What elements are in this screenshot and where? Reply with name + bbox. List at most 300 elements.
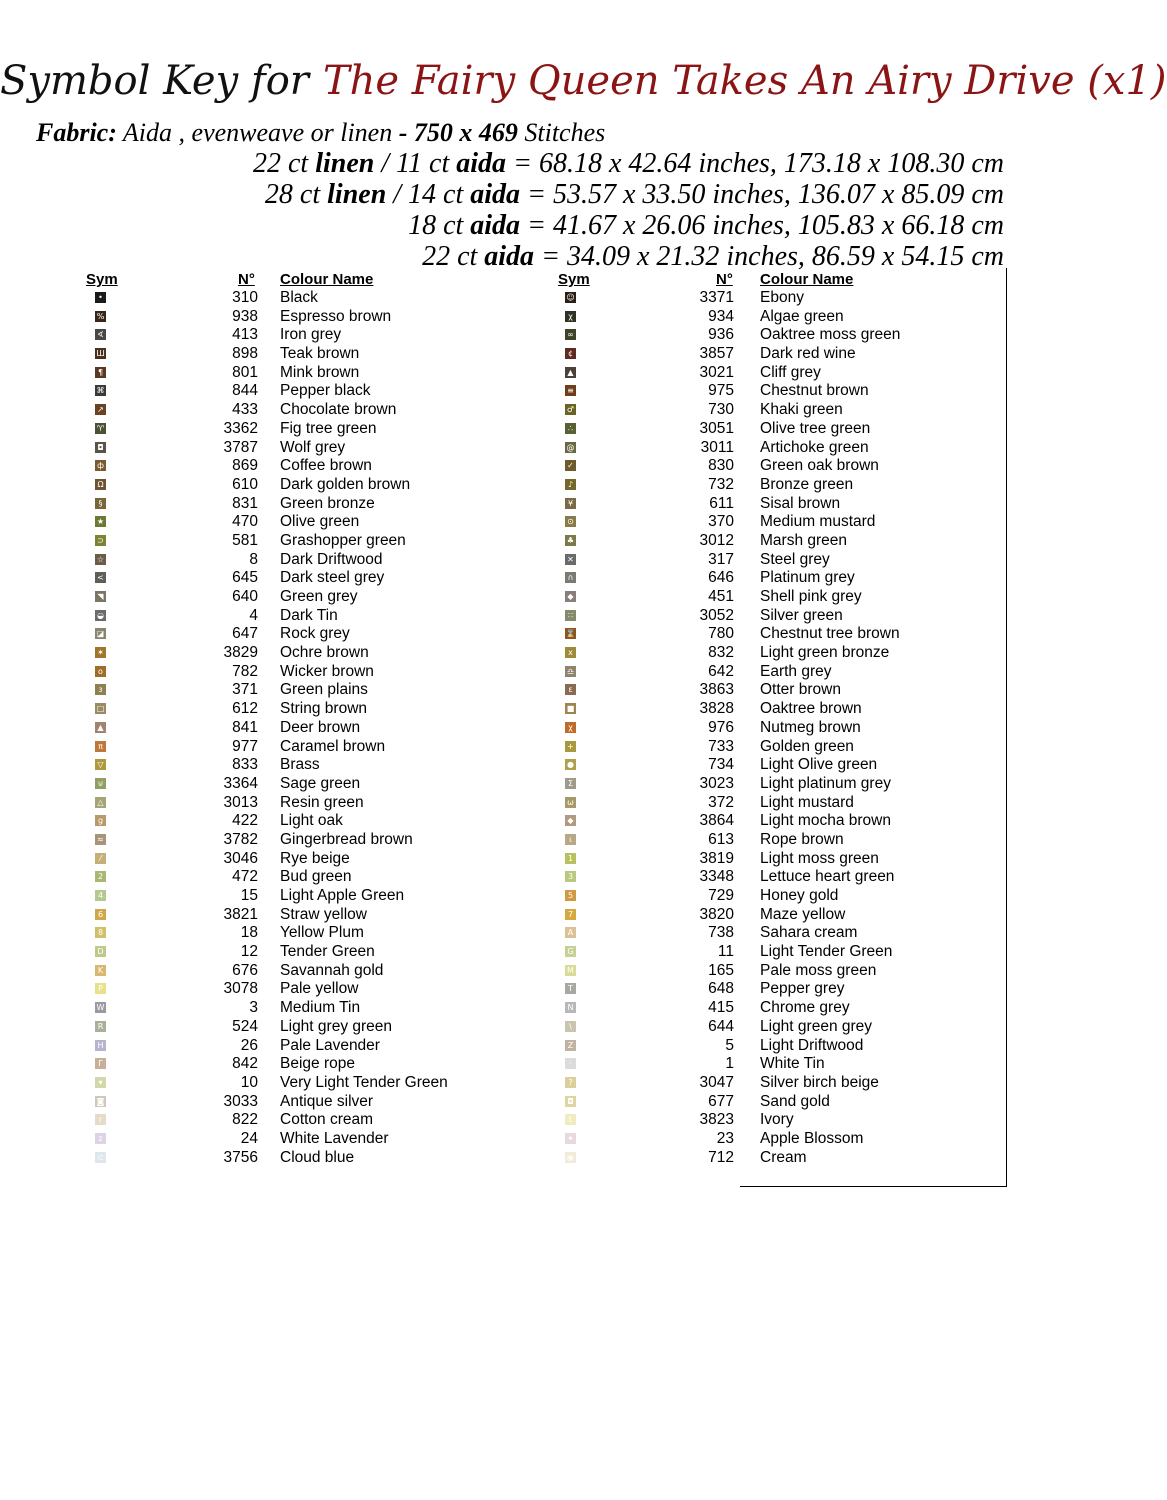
colour-name: Straw yellow bbox=[280, 905, 367, 923]
symbol-swatch: ↗ bbox=[95, 404, 106, 415]
key-row bbox=[80, 794, 480, 813]
symbol-swatch: ◆ bbox=[565, 591, 576, 602]
thread-number: 976 bbox=[708, 718, 734, 736]
thread-number: 371 bbox=[232, 681, 258, 699]
symbol-swatch: ◉ bbox=[565, 1152, 576, 1163]
key-row bbox=[550, 999, 950, 1018]
symbol-swatch: ? bbox=[565, 1077, 576, 1088]
thread-number: 3782 bbox=[223, 830, 258, 848]
key-row bbox=[550, 1074, 950, 1093]
symbol-swatch: ⁄ bbox=[95, 853, 106, 864]
header-colour-name: Colour Name bbox=[760, 271, 854, 288]
key-row bbox=[550, 364, 950, 383]
thread-number: 3 bbox=[249, 999, 258, 1017]
thread-number: 977 bbox=[232, 737, 258, 755]
colour-name: Algae green bbox=[760, 307, 844, 325]
key-row bbox=[80, 999, 480, 1018]
key-row bbox=[550, 700, 950, 719]
symbol-swatch: R bbox=[95, 1021, 106, 1032]
colour-name: Shell pink grey bbox=[760, 588, 862, 605]
key-row bbox=[80, 401, 480, 420]
thread-number: 3362 bbox=[223, 419, 258, 437]
thread-number: 780 bbox=[708, 625, 734, 643]
colour-name: Ebony bbox=[760, 289, 804, 306]
symbol-swatch: χ bbox=[565, 722, 576, 733]
key-row bbox=[80, 644, 480, 663]
thread-number: 415 bbox=[708, 999, 734, 1017]
symbol-swatch: ⊍ bbox=[95, 778, 106, 789]
colour-name: Cream bbox=[760, 1148, 807, 1166]
symbol-swatch: ♎ bbox=[566, 666, 575, 676]
symbol-swatch: 7 bbox=[565, 909, 576, 920]
size-fabric-alt: aida bbox=[456, 148, 507, 179]
key-row bbox=[550, 738, 950, 757]
key-row bbox=[80, 868, 480, 887]
thread-number: 831 bbox=[232, 494, 258, 512]
colour-name: Cliff grey bbox=[760, 363, 821, 381]
colour-name: Ochre brown bbox=[280, 644, 369, 662]
symbol-swatch: r bbox=[95, 1114, 106, 1125]
symbol-swatch: ◥ bbox=[95, 591, 106, 602]
thread-number: 433 bbox=[232, 401, 258, 419]
key-row bbox=[550, 775, 950, 794]
thread-number: 24 bbox=[240, 1129, 258, 1147]
key-row bbox=[550, 308, 950, 327]
key-row bbox=[80, 1074, 480, 1093]
key-rows-right bbox=[550, 289, 950, 1167]
thread-number: 733 bbox=[708, 737, 734, 755]
symbol-swatch: ι bbox=[565, 834, 576, 845]
size-count: 18 ct bbox=[408, 210, 464, 241]
colour-name: Rye beige bbox=[280, 849, 350, 867]
symbol-swatch: ¢ bbox=[565, 348, 576, 359]
key-row bbox=[80, 756, 480, 775]
key-row bbox=[550, 887, 950, 906]
title-prefix: Symbol Key for bbox=[0, 58, 309, 104]
thread-number: 612 bbox=[232, 700, 258, 718]
colour-name: Dark red wine bbox=[760, 345, 856, 363]
colour-name: Chestnut brown bbox=[760, 382, 869, 400]
thread-number: 3820 bbox=[699, 905, 734, 923]
symbol-swatch: § bbox=[95, 498, 106, 509]
symbol-swatch: 1 bbox=[565, 853, 576, 864]
symbol-swatch: ✶ bbox=[95, 647, 106, 658]
colour-name: Dark Driftwood bbox=[280, 550, 383, 568]
colour-name: Sahara cream bbox=[760, 924, 858, 942]
colour-name: Oaktree brown bbox=[760, 700, 862, 718]
symbol-swatch: ☆ bbox=[96, 554, 105, 564]
colour-name: Dark Tin bbox=[280, 606, 338, 624]
thread-number: 15 bbox=[240, 887, 258, 904]
colour-name: Earth grey bbox=[760, 662, 832, 680]
thread-number: 3078 bbox=[223, 980, 258, 998]
symbol-swatch: N bbox=[565, 1002, 576, 1013]
thread-number: 610 bbox=[232, 475, 258, 493]
colour-name: Green bronze bbox=[280, 494, 375, 512]
size-list bbox=[253, 148, 1004, 272]
colour-name: Light green bronze bbox=[760, 644, 890, 662]
key-row bbox=[550, 495, 950, 514]
colour-name: Golden green bbox=[760, 737, 854, 755]
symbol-swatch: ◪ bbox=[96, 629, 105, 639]
colour-name: Green oak brown bbox=[760, 457, 879, 475]
fabric-line bbox=[36, 118, 605, 148]
table-border-right bbox=[1006, 268, 1007, 1186]
key-row bbox=[550, 476, 950, 495]
size-dimensions: = 34.09 x 21.32 inches, 86.59 x 54.15 cm bbox=[541, 241, 1004, 272]
colour-name: Medium Tin bbox=[280, 999, 361, 1017]
thread-number: 3012 bbox=[699, 531, 734, 549]
symbol-swatch: □ bbox=[96, 704, 105, 714]
colour-name: Wicker brown bbox=[280, 662, 374, 680]
colour-name: Light moss green bbox=[760, 849, 879, 867]
size-dimensions: = 41.67 x 26.06 inches, 105.83 x 66.18 cm bbox=[520, 210, 1004, 241]
key-row bbox=[80, 887, 480, 906]
thread-number: 372 bbox=[708, 793, 734, 811]
colour-name: Sand gold bbox=[760, 1092, 830, 1110]
thread-number: 3023 bbox=[699, 774, 734, 792]
colour-name: Caramel brown bbox=[280, 737, 386, 755]
symbol-swatch: ω bbox=[565, 797, 576, 808]
key-column-right bbox=[550, 271, 950, 1167]
thread-number: 712 bbox=[708, 1148, 734, 1166]
key-row bbox=[550, 794, 950, 813]
symbol-swatch: t bbox=[565, 1114, 576, 1125]
colour-name: Iron grey bbox=[280, 326, 342, 344]
symbol-swatch: ⊙ bbox=[565, 516, 576, 527]
symbol-swatch: T bbox=[565, 983, 576, 994]
key-row bbox=[80, 495, 480, 514]
colour-name: Yellow Plum bbox=[280, 924, 364, 942]
size-dimensions: = 68.18 x 42.64 inches, 173.18 x 108.30 cm bbox=[513, 148, 1004, 179]
thread-number: 3348 bbox=[699, 868, 734, 886]
key-row bbox=[80, 345, 480, 364]
thread-number: 898 bbox=[232, 345, 258, 363]
colour-name: Antique silver bbox=[280, 1092, 374, 1110]
key-row bbox=[80, 439, 480, 458]
key-row bbox=[550, 1111, 950, 1130]
key-row bbox=[80, 719, 480, 738]
symbol-swatch: ◆ bbox=[565, 815, 576, 826]
size-line bbox=[253, 148, 1004, 179]
thread-number: 3051 bbox=[699, 419, 734, 437]
colour-name: Savannah gold bbox=[280, 961, 384, 979]
symbol-swatch: χ bbox=[565, 311, 576, 322]
symbol-swatch: 3 bbox=[565, 871, 576, 882]
thread-number: 3819 bbox=[699, 849, 734, 867]
key-row bbox=[80, 812, 480, 831]
size-line bbox=[253, 210, 1004, 241]
symbol-swatch: ∴ bbox=[565, 423, 576, 434]
colour-name: Light mustard bbox=[760, 793, 854, 811]
colour-name: Black bbox=[280, 289, 318, 306]
key-row bbox=[80, 980, 480, 999]
key-row bbox=[80, 551, 480, 570]
thread-number: 3033 bbox=[223, 1092, 258, 1110]
symbol-swatch: G bbox=[565, 946, 576, 957]
symbol-swatch: x bbox=[565, 647, 576, 658]
key-row bbox=[550, 382, 950, 401]
table-header bbox=[550, 271, 950, 289]
colour-name: Deer brown bbox=[280, 718, 361, 736]
symbol-swatch: ✕ bbox=[565, 554, 576, 565]
thread-number: 833 bbox=[232, 756, 258, 774]
fabric-label: Fabric: bbox=[36, 118, 117, 147]
thread-number: 647 bbox=[232, 625, 258, 643]
symbol-swatch: 6 bbox=[95, 909, 106, 920]
key-row bbox=[550, 607, 950, 626]
symbol-swatch: ■ bbox=[566, 704, 575, 714]
key-rows-left bbox=[80, 289, 480, 1167]
thread-number: 677 bbox=[708, 1092, 734, 1110]
key-row bbox=[550, 644, 950, 663]
colour-name: Espresso brown bbox=[280, 307, 392, 325]
key-row bbox=[550, 924, 950, 943]
thread-number: 3864 bbox=[699, 812, 734, 830]
colour-name: Chocolate brown bbox=[280, 401, 397, 419]
colour-name: Oaktree moss green bbox=[760, 326, 901, 344]
thread-number: 370 bbox=[708, 513, 734, 531]
symbol-swatch: Z bbox=[565, 1040, 576, 1051]
thread-number: 11 bbox=[717, 943, 734, 961]
size-count: 22 ct bbox=[253, 148, 309, 179]
key-row bbox=[550, 551, 950, 570]
colour-name: White Tin bbox=[760, 1055, 825, 1073]
colour-name: Rock grey bbox=[280, 625, 350, 643]
key-row bbox=[550, 569, 950, 588]
colour-name: Pale yellow bbox=[280, 980, 359, 998]
key-row bbox=[80, 382, 480, 401]
key-row bbox=[80, 943, 480, 962]
colour-name: Light green grey bbox=[760, 1017, 873, 1035]
colour-name: Sisal brown bbox=[760, 494, 841, 512]
symbol-swatch: ☺ bbox=[566, 293, 575, 302]
key-row bbox=[80, 1130, 480, 1149]
symbol-swatch: H bbox=[95, 1040, 106, 1051]
symbol-swatch: D bbox=[95, 946, 106, 957]
fabric-dash: - bbox=[398, 118, 408, 147]
colour-name: Coffee brown bbox=[280, 457, 372, 475]
colour-name: Olive green bbox=[280, 513, 360, 531]
thread-number: 470 bbox=[232, 513, 258, 531]
symbol-swatch: 8 bbox=[95, 927, 106, 938]
thread-number: 3052 bbox=[699, 606, 734, 624]
symbol-swatch: ♪ bbox=[565, 479, 576, 490]
symbol-swatch: ♂ bbox=[566, 405, 575, 415]
symbol-swatch: ◘ bbox=[565, 1096, 576, 1107]
symbol-swatch: + bbox=[565, 741, 576, 752]
symbol-swatch: ◒ bbox=[95, 610, 106, 621]
size-fabric: linen bbox=[315, 148, 375, 179]
colour-name: Cotton cream bbox=[280, 1111, 374, 1129]
symbol-swatch: W bbox=[96, 1003, 105, 1013]
table-border-bottom bbox=[740, 1186, 1007, 1187]
key-row bbox=[550, 943, 950, 962]
colour-name: Lettuce heart green bbox=[760, 868, 895, 886]
size-fabric: aida bbox=[470, 210, 521, 241]
fabric-text: Aida , evenweave or linen bbox=[122, 118, 393, 147]
key-row bbox=[80, 364, 480, 383]
symbol-swatch: ≈ bbox=[95, 834, 106, 845]
size-dimensions: = 53.57 x 33.50 inches, 136.07 x 85.09 cm bbox=[527, 179, 1004, 210]
symbol-swatch: • bbox=[95, 292, 106, 303]
key-row bbox=[80, 532, 480, 551]
colour-name: Wolf grey bbox=[280, 438, 346, 456]
colour-name: Otter brown bbox=[760, 681, 841, 699]
key-row bbox=[550, 625, 950, 644]
key-row bbox=[550, 1149, 950, 1168]
symbol-swatch: @ bbox=[566, 442, 575, 452]
key-row bbox=[550, 681, 950, 700]
key-row bbox=[80, 962, 480, 981]
symbol-swatch: o bbox=[95, 666, 106, 677]
thread-number: 1 bbox=[725, 1055, 734, 1073]
key-row bbox=[550, 513, 950, 532]
size-count-alt: / 11 ct bbox=[381, 148, 450, 179]
symbol-swatch: g bbox=[95, 815, 106, 826]
symbol-swatch: ⊂ bbox=[95, 1152, 106, 1163]
symbol-swatch: ◙ bbox=[96, 1096, 105, 1106]
colour-name: Light oak bbox=[280, 812, 343, 830]
colour-name: Dark golden brown bbox=[280, 475, 411, 493]
colour-name: Tender Green bbox=[280, 943, 375, 961]
key-row bbox=[550, 326, 950, 345]
symbol-swatch: ● bbox=[565, 759, 576, 770]
key-row bbox=[80, 569, 480, 588]
thread-number: 422 bbox=[232, 812, 258, 830]
stitch-count: 750 x 469 bbox=[413, 118, 518, 147]
key-row bbox=[80, 326, 480, 345]
symbol-swatch: % bbox=[96, 311, 105, 321]
key-row bbox=[80, 663, 480, 682]
colour-name: Fig tree green bbox=[280, 419, 377, 437]
colour-name: Light mocha brown bbox=[760, 812, 891, 830]
key-row bbox=[550, 1093, 950, 1112]
symbol-swatch: 2 bbox=[95, 871, 106, 882]
thread-number: 3047 bbox=[699, 1073, 734, 1091]
symbol-swatch: 4 bbox=[95, 890, 106, 901]
thread-number: 645 bbox=[232, 569, 258, 587]
thread-number: 841 bbox=[232, 718, 258, 736]
colour-name: Green plains bbox=[280, 681, 368, 699]
thread-number: 3787 bbox=[223, 438, 258, 456]
colour-name: Marsh green bbox=[760, 531, 848, 549]
colour-name: Platinum grey bbox=[760, 569, 855, 587]
colour-name: Brass bbox=[280, 756, 320, 774]
thread-number: 936 bbox=[708, 326, 734, 344]
thread-number: 451 bbox=[708, 588, 734, 605]
colour-name: Gingerbread brown bbox=[280, 830, 413, 848]
key-row bbox=[550, 401, 950, 420]
key-row bbox=[550, 1055, 950, 1074]
key-column-left bbox=[80, 271, 480, 1167]
symbol-swatch: K bbox=[95, 965, 106, 976]
thread-number: 3857 bbox=[699, 345, 734, 363]
thread-number: 310 bbox=[232, 289, 258, 306]
key-row bbox=[550, 831, 950, 850]
colour-name: Bronze green bbox=[760, 475, 854, 493]
header-number: N° bbox=[238, 271, 255, 288]
symbol-swatch: ∞ bbox=[565, 329, 576, 340]
thread-number: 730 bbox=[708, 401, 734, 419]
key-row bbox=[80, 1037, 480, 1056]
thread-number: 3364 bbox=[223, 774, 258, 792]
size-line bbox=[253, 241, 1004, 272]
colour-name: Beige rope bbox=[280, 1055, 355, 1073]
key-row bbox=[80, 1111, 480, 1130]
symbol-swatch: ⊃ bbox=[95, 535, 106, 546]
colour-name: Honey gold bbox=[760, 887, 839, 904]
thread-number: 12 bbox=[240, 943, 258, 961]
thread-number: 5 bbox=[725, 1036, 734, 1054]
key-row bbox=[80, 738, 480, 757]
key-row bbox=[550, 1037, 950, 1056]
key-row bbox=[80, 850, 480, 869]
pattern-name: The Fairy Queen Takes An Airy Drive (x1) bbox=[322, 58, 1167, 104]
colour-name: Chrome grey bbox=[760, 999, 850, 1017]
symbol-swatch: ф bbox=[95, 460, 106, 471]
thread-number: 524 bbox=[232, 1017, 258, 1035]
thread-number: 413 bbox=[232, 326, 258, 344]
key-row bbox=[80, 1018, 480, 1037]
header-number: N° bbox=[716, 271, 733, 288]
thread-number: 3828 bbox=[699, 700, 734, 718]
symbol-swatch: · bbox=[565, 1058, 576, 1069]
thread-number: 3371 bbox=[699, 289, 734, 306]
key-row bbox=[80, 906, 480, 925]
thread-number: 3013 bbox=[223, 793, 258, 811]
thread-number: 801 bbox=[232, 363, 258, 381]
symbol-swatch: \ bbox=[565, 1021, 576, 1032]
header-sym: Sym bbox=[86, 271, 118, 288]
size-count: 22 ct bbox=[422, 241, 478, 272]
thread-number: 4 bbox=[249, 606, 258, 624]
key-row bbox=[550, 420, 950, 439]
thread-number: 472 bbox=[232, 868, 258, 886]
colour-name: Apple Blossom bbox=[760, 1129, 864, 1147]
symbol-swatch: ▽ bbox=[95, 759, 106, 770]
colour-name: Pale Lavender bbox=[280, 1036, 380, 1054]
symbol-swatch: ∩ bbox=[565, 572, 576, 583]
colour-name: Pepper grey bbox=[760, 980, 845, 998]
key-row bbox=[80, 775, 480, 794]
key-row bbox=[80, 588, 480, 607]
colour-name: Medium mustard bbox=[760, 513, 876, 531]
key-row bbox=[550, 906, 950, 925]
key-row bbox=[550, 719, 950, 738]
colour-name: Teak brown bbox=[280, 345, 360, 363]
thread-number: 869 bbox=[232, 457, 258, 475]
key-row bbox=[80, 513, 480, 532]
thread-number: 18 bbox=[240, 924, 258, 942]
colour-name: Nutmeg brown bbox=[760, 718, 861, 736]
key-row bbox=[80, 457, 480, 476]
colour-name: Light Tender Green bbox=[760, 943, 893, 961]
symbol-swatch: A bbox=[565, 927, 576, 938]
size-fabric-alt: aida bbox=[470, 179, 521, 210]
key-row bbox=[80, 289, 480, 308]
key-row bbox=[550, 756, 950, 775]
thread-number: 10 bbox=[240, 1073, 258, 1091]
thread-number: 611 bbox=[709, 494, 734, 512]
symbol-swatch: ✓ bbox=[565, 460, 576, 471]
symbol-swatch: ≡ bbox=[565, 385, 576, 396]
symbol-swatch: Γ bbox=[95, 1058, 106, 1069]
thread-number: 3821 bbox=[223, 905, 258, 923]
thread-number: 640 bbox=[232, 588, 258, 605]
symbol-swatch: ¥ bbox=[565, 498, 576, 509]
symbol-swatch: z bbox=[95, 1133, 106, 1144]
